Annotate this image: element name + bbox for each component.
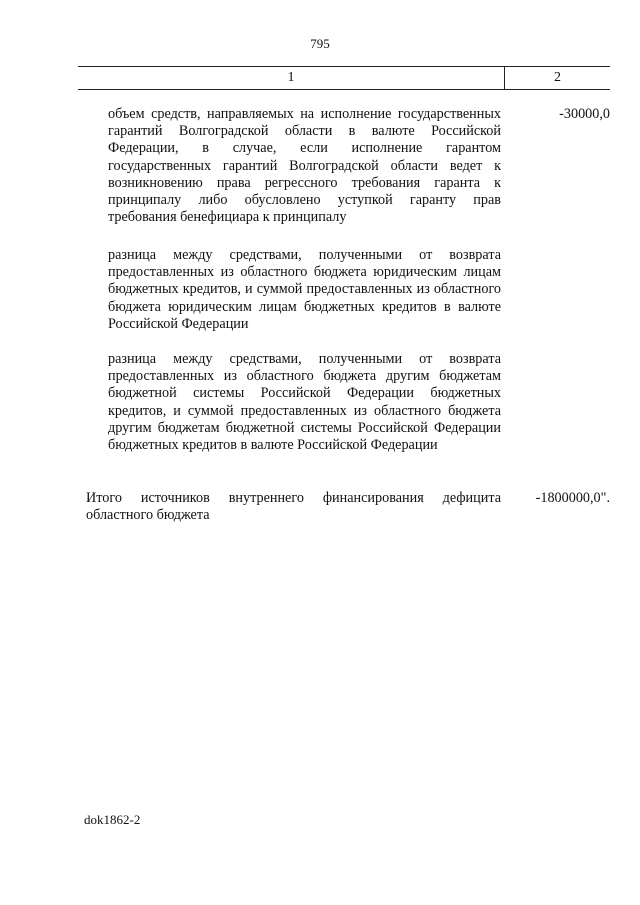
table-header-col1: 1 xyxy=(287,70,295,85)
page-number: 795 xyxy=(310,36,330,51)
row-legal-entities-text: разница между средствами, полученными от возврата предоставленных из областного бюджета юридическим лицам бюджетных кредитов, и суммой предоставленных из областного бюджета юридическим лицам бюджетных кредитов в валюте Российской Федерации xyxy=(108,247,501,332)
row-guarantees-text: объем средств, направляемых на исполнение государственных гарантий Волгоградской области в валюте Российской Федерации, в случае, если исполнение гарантом государственных гарантий Волгоградской области ведет к возникновению права регрессного требования гаранта к принципалу либо обусловлено уступкой гаранту прав требования бенефициара к принципалу xyxy=(108,106,501,226)
footer-document-code: dok1862-2 xyxy=(84,812,141,827)
table-header-col2: 2 xyxy=(554,70,561,85)
row-guarantees-value: -30000,0 xyxy=(559,106,610,122)
row-total-text: Итого источников внутреннего финансирования дефицита областного бюджета xyxy=(86,490,501,524)
row-total-value: -1800000,0". xyxy=(535,490,610,506)
table-header-row xyxy=(78,66,610,90)
row-other-budgets-text: разница между средствами, полученными от возврата предоставленных из областного бюджета другим бюджетам бюджетной системы Российской Федерации бюджетных кредитов, и суммой предоставленных из областного бюджета другим бюджетам бюджетной системы Российской Федерации бюджетных кредитов в валюте Российской Федерации xyxy=(108,351,501,454)
